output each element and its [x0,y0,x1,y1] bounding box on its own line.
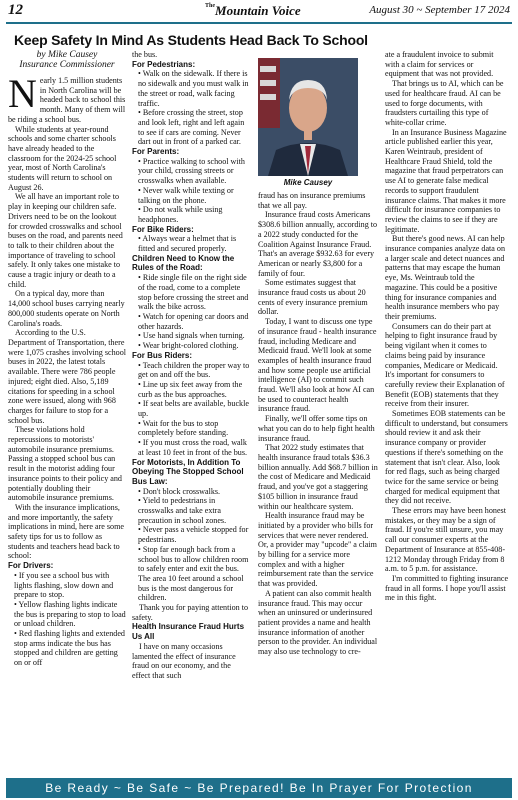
bullet-item: • Never pass a vehicle stopped for pedestrians. [138,525,249,545]
bullet-item: • Use hand signals when turning. [138,331,245,341]
column-body [385,50,509,603]
bullet-item: • Ride single file on the right side of the road, come to a complete stop before crossing the street and walk the bike across. [138,273,249,312]
paragraph: Nearly 1.5 million students in North Carolina will be headed back to school this month. Many of them will be riding a school bus. [8,71,126,124]
header-rule [6,22,512,24]
subhead: For Motorists, In Addition To Obeying The Stopped School Bus Law: [132,457,244,486]
paragraph: Today, I want to discuss one type of insurance fraud - health insurance fraud, including Medicare and Medicaid fraud. We'll look at some examples of health insurance fraud and how some people use artificial intelligence (AI) to commit such fraud. We'll also look at how AI can be used to counteract health insurance fraud. [258,317,377,414]
paragraph: Some estimates suggest that insurance fraud costs us about 20 cents of every insurance premium dollar. [258,278,368,317]
column-body [8,71,127,668]
paragraph: According to the U.S. Department of Transportation, there were 1,075 crashes involving school buses in 2022, the latest totals available. There were 786 people injured; eight died. Also, 5,189 citations for speeding in a school zone were issued, along with 968 charges for failure to stop for a school bus. [8,328,127,425]
bullet-item: • Yellow flashing lights indicate the bus is preparing to stop to load or unload children. [14,599,126,629]
paragraph: In an Insurance Business Magazine article published earlier this year, Karen Weintraub, president of Healthcare Fraud Shield, told the magazine that fraud perpetrators can use AI to generate false medical records to support fraudulent insurance claims. That makes it more difficult for insurance companies to review the claims to see if they are legitimate. [385,127,507,234]
page-header [0,0,518,22]
paragraph: That brings us to AI, which can be used for healthcare fraud. AI can be used to forge documents, with fraudsters curtailing this type of white-collar crime. [385,79,504,127]
bullet-item: • Yield to pedestrians in crosswalks and take extra precaution in school zones. [138,496,227,525]
paragraph: A patient can also commit health insurance fraud. This may occur when an uninsured or underinsured patient provides a name and health insurance information of another person to the provider. An individual may also use technology to cre- [258,588,378,657]
paragraph: These violations hold repercussions to motorists' automobile insurance premiums. Passing a stopped school bus can result in the motorist adding four insurance points to their policy and potentially doubling their automobile insurance premiums. [8,425,122,503]
footer-banner: Be Ready ~ Be Safe ~ Be Prepared! Be In Prayer For Protection [6,778,512,798]
paragraph: We all have an important role to play in keeping our children safe. Drivers need to be on the lookout for crowded crosswalks and school buses on the road, and parents need to talk to their children about the importance of traveling to school safely. It only takes one mistake to cause a tragic injury or death to a child. [8,192,123,289]
bullet-item: • Walk on the sidewalk. If there is no sidewalk and you must walk in the street or road, walk facing traffic. [138,69,249,108]
masthead-prefix: The [205,3,216,9]
byline-title: Insurance Commissioner [19,60,115,70]
column-body [132,50,250,681]
subhead: For Bus Riders: [132,350,193,360]
paragraph: Consumers can do their part at helping to fight insurance fraud by being vigilant when it comes to claims being paid by insurance companies, Medicare or Medicaid. It's important for consumers to carefully review their Explanation of Benefit (EOB) statements that they receive from their insurer. [385,321,505,409]
bullet-item: • Never walk while texting or talking on the phone. [138,185,234,205]
paragraph: Health insurance fraud may be initiated by a provider who bills for services that were never rendered. Or, a provider may "upcode" a claim by billing for a service more complex and with a higher reimbursement rate than the service that was provided. [258,511,377,589]
author-portrait-image [258,58,358,176]
paragraph: Insurance fraud costs Americans $308.6 billion annually, according to a 2022 study conducted for the Coalition Against Insurance Fraud. That's an average $932.63 for every American or nearly $3,800 for a family of four. [258,210,378,278]
subhead: For Parents: [132,147,180,157]
subhead: For Pedestrians: [132,59,196,69]
subhead: Children Need to Know the Rules of the Road: [132,253,235,273]
bullet-item: • Practice walking to school with your child, crossing streets or crosswalks when available. [138,156,245,186]
subhead: For Drivers: [8,561,54,571]
bullet-item: • Before crossing the street, stop and look left, right and left again to see if cars are coming. Never dart out in front of a parked car. [138,108,245,147]
article-headline: Keep Safety In Mind As Students Head Back To School [14,32,368,48]
bullet-item: • Teach children the proper way to get on and off the bus. [138,360,250,380]
paragraph: While students at year-round schools and some charter schools have already headed to the classroom for the 2024-25 school year, most of North Carolina's students will return to school on August 26. [8,124,117,192]
bullet-item: • Always wear a helmet that is fitted and secured properly. [138,234,237,254]
column-body [258,191,378,657]
subhead: For Bike Riders: [132,224,194,234]
paragraph: Sometimes EOB statements can be difficult to understand, but consumers should review it and ask their insurance company or provider questions if there's something on the statement that isn't clear. Also, look for red flags, such as being charged twice for the same service or being charged for medical equipment that they did not receive. [385,409,508,506]
bullet-item: • Wear bright-colored clothing. [138,341,239,351]
bullet-item: • Do not walk while using headphones. [138,205,223,224]
paragraph: With the insurance implications, and more importantly, the safety implications in mind, here are some safety tips for us to follow as students and teachers head back to school: [8,502,124,561]
paragraph: I have on many occasions lamented the effect of insurance fraud on our economy, and the effect that such [132,641,236,680]
bullet-item: • Don't block crosswalks. [138,486,221,496]
article-column-1 [8,50,126,668]
issue-date: August 30 ~ September 17 2024 [369,4,510,16]
bullet-item: • Red flashing lights and extended stop arms indicate the bus has stopped and children are getting on or off [14,629,125,668]
bullet-item: • If you see a school bus with lights flashing, slow down and prepare to stop. [14,570,114,600]
paragraph: These errors may have been honest mistakes, or they may be a sign of fraud. If you're still unsure, you may call our consumer experts at the Department of Insurance at 855-408-1212 Monday through Friday from 8 a.m. to 5 p.m. for assistance. [385,506,506,574]
paragraph: ate a fraudulent invoice to submit with a claim for services or equipment that was not provided. [385,50,494,79]
bullet-item: • Watch for opening car doors and other hazards. [138,311,249,331]
paragraph: Finally, we'll offer some tips on what you can do to help fight health insurance fraud. [258,414,375,443]
subhead: Health Insurance Fraud Hurts Us All [132,622,245,642]
author-photo [258,58,358,176]
article-column-2 [132,50,250,681]
paragraph: fraud has on insurance premiums that we all pay. [258,191,366,210]
article-column-4 [385,50,509,603]
paragraph: I'm committed to fighting insurance fraud in all forms. I hope you'll assist me in this fight. [385,573,509,603]
masthead-title: Mountain Voice [215,3,301,18]
byline-author: by Mike Causey [36,50,98,60]
paragraph: But there's good news. AI can help insurance companies analyze data on a larger scale and detect nuances and patterns that may escape the human eye, Ms. Weintraub told the magazine. This could be a positive thing for insurance companies and health insurance members who pay their premiums. [385,234,506,321]
paragraph: That 2022 study estimates that health insurance fraud totals $36.3 billion annually. Add $68.7 billion in the cost of Medicare and Medicaid fraud, and you've got a staggering $105 billion in insurance fraud within our healthcare system. [258,443,378,511]
photo-caption: Mike Causey [283,178,333,187]
drop-cap: N [8,71,37,116]
bullet-item: • If seat belts are available, buckle up. [138,399,249,419]
bullet-item: • If you must cross the road, walk at least 10 feet in front of the bus. [138,438,248,457]
bullet-item: • Wait for the bus to stop completely before standing. [138,418,229,438]
byline [8,50,126,70]
bullet-item: • Line up six feet away from the curb as the bus approaches. [138,379,243,399]
masthead [205,3,301,19]
bullet-item: • Stop far enough back from a school bus to allow children room to safely enter and exit the bus. The area 10 feet around a school bus is the most dangerous for children. [138,544,249,603]
page-number: 12 [8,2,23,18]
paragraph: the bus. [132,50,158,59]
paragraph: On a typical day, more than 14,000 school buses carrying nearly 800,000 students operate on North Carolina's roads. [8,289,125,328]
paragraph: Thank you for paying attention to safety. [132,603,249,622]
article-column-3 [258,191,378,657]
